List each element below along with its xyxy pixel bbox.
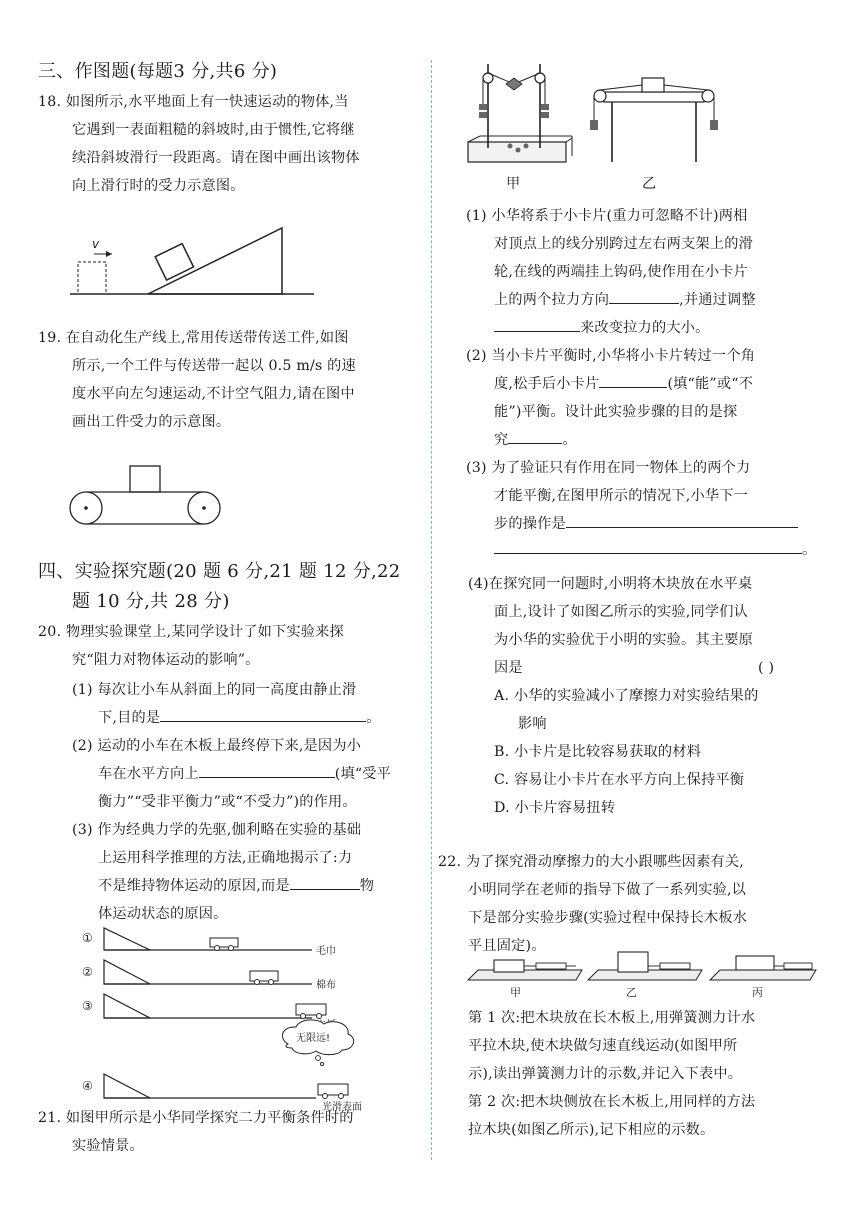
answer-blank[interactable]: [494, 315, 580, 332]
section-3-heading: 三、作图题(每题3 分,共6 分): [38, 61, 278, 82]
velocity-label: v: [92, 237, 100, 251]
svg-text:毛巾: 毛巾: [316, 946, 336, 957]
option-a: A. 小华的实验减小了摩擦力对实验结果的: [494, 688, 759, 704]
section-4-heading-line2: 题 10 分,共 28 分): [72, 591, 230, 612]
answer-blank[interactable]: [609, 287, 679, 304]
svg-text:①: ①: [82, 931, 93, 945]
option-d: D. 小卡片容易扭转: [494, 800, 616, 816]
svg-text:光滑表面: 光滑表面: [322, 1102, 362, 1113]
option-c: C. 容易让小卡片在水平方向上保持平衡: [494, 772, 745, 788]
answer-blank[interactable]: [599, 371, 667, 388]
svg-text:甲: 甲: [510, 986, 521, 999]
answer-blank[interactable]: [199, 761, 335, 778]
answer-blank[interactable]: [160, 705, 366, 722]
column-divider: [431, 60, 432, 1160]
figure-caption-yi: 乙: [642, 176, 657, 192]
answer-blank[interactable]: [494, 537, 802, 554]
answer-blank[interactable]: [290, 873, 360, 890]
answer-parentheses[interactable]: ( ): [758, 660, 775, 676]
card-pulley-figure-a: [466, 56, 574, 168]
option-b: B. 小卡片是比较容易获取的材料: [494, 744, 702, 760]
answer-blank[interactable]: [508, 427, 562, 444]
svg-text:②: ②: [82, 965, 93, 979]
answer-blank[interactable]: [566, 511, 798, 528]
conveyor-figure: [64, 460, 264, 532]
figure-caption-jia: 甲: [506, 176, 521, 192]
svg-text:④: ④: [82, 1079, 93, 1093]
svg-text:乙: 乙: [626, 986, 637, 999]
svg-text:棉布: 棉布: [316, 980, 336, 991]
svg-text:③: ③: [82, 999, 93, 1013]
table-pulley-figure-b: [586, 70, 726, 170]
slope-figure: [64, 224, 324, 300]
friction-setup-figure: [466, 944, 818, 1000]
svg-text:丙: 丙: [752, 986, 763, 999]
section-4-heading-line1: 四、实验探究题(20 题 6 分,21 题 12 分,22: [38, 561, 401, 582]
speech-bubble-text: 无限远!: [296, 1033, 331, 1044]
ramp-trials-figure: [82, 924, 362, 1113]
